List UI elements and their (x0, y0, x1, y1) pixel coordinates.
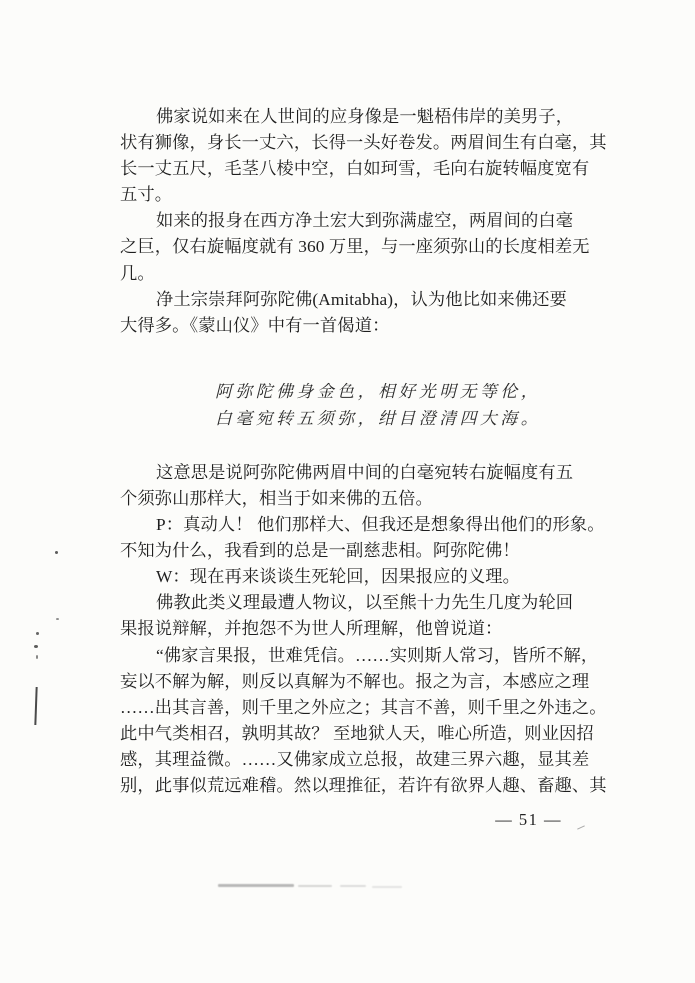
paragraph (120, 460, 600, 512)
scan-speck (55, 551, 58, 554)
scan-speck (36, 655, 38, 659)
text-line: 佛教此类义理最遭人物议，以至熊十力先生几度为轮回 (156, 593, 574, 613)
text-line: 妄以不解为解，则反以真解为不解也。报之为言，本感应之理 (120, 671, 590, 691)
paragraph (120, 643, 607, 800)
paragraph (120, 564, 600, 590)
text-line: 五寸。 (120, 185, 173, 205)
text-line: 几。 (120, 263, 155, 283)
text-line: 不知为什么，我看到的总是一副慈悲相。阿弥陀佛！ (120, 541, 520, 561)
page-text (120, 104, 607, 799)
text-line: “佛家言果报，世难凭信。……实则斯人常习，皆所不解， (156, 645, 599, 665)
text-line: 果报说辩解，并抱怨不为世人所理解，他曾说道： (120, 619, 503, 639)
paragraph (120, 512, 605, 564)
page-number: — 51 — (495, 810, 562, 829)
text-line: 感，其理益微。……又佛家成立总报，故建三界六趣，显其差 (120, 749, 590, 769)
text-line: 此中气类相召，孰明其故？ 至地狱人天，唯心所造，则业因招 (120, 723, 594, 743)
scan-smudge (298, 885, 332, 887)
scan-speck (56, 618, 59, 620)
paragraph (120, 287, 600, 339)
text-line: 这意思是说阿弥陀佛两眉中间的白毫宛转右旋幅度有五 (156, 462, 574, 482)
scan-smudge (372, 886, 402, 888)
text-line: 净土宗崇拜阿弥陀佛(Amitabha)，认为他比如来佛还要 (156, 289, 567, 309)
paragraph (120, 104, 607, 208)
text-line: ……出其言善，则千里之外应之；其言不善，则千里之外违之。 (120, 697, 607, 717)
text-line: 阿弥陀佛身金色，相好光明无等伦， (215, 381, 542, 401)
text-line: 佛家说如来在人世间的应身像是一魁梧伟岸的美男子， (156, 107, 574, 126)
text-line: 状有狮像，身长一丈六，长得一头好卷发。两眉间生有白毫，其 (120, 133, 607, 153)
scan-speck (34, 645, 38, 648)
scan-smudge (218, 884, 294, 887)
text-line: 如来的报身在西方净土宏大到弥满虚空，两眉间的白毫 (156, 211, 574, 231)
text-line: 别，此事似荒远难稽。然以理推征，若许有欲界人趣、畜趣、其 (120, 775, 607, 795)
scan-smudge (340, 885, 366, 887)
text-line: 之巨，仅右旋幅度就有 360 万里，与一座须弥山的长度相差无 (120, 237, 590, 257)
text-line: 白毫宛转五须弥，绀目澄清四大海。 (215, 408, 542, 428)
text-line: 大得多。《蒙山仪》中有一首偈道： (120, 315, 390, 335)
text-line: W：现在再来谈谈生死轮回，因果报应的义理。 (156, 567, 521, 587)
verse-block (215, 378, 600, 432)
text-line: P：真动人！ 他们那样大、但我还是想象得出他们的形象。 (156, 515, 605, 535)
scan-mark-line (34, 687, 37, 725)
scan-tick (577, 825, 585, 829)
paragraph (120, 590, 600, 642)
paragraph (120, 208, 600, 286)
text-line: 长一丈五尺，毛茎八棱中空，白如珂雪，毛向右旋转幅度宽有 (120, 159, 590, 179)
scan-speck (36, 632, 39, 635)
text-line: 个须弥山那样大，相当于如来佛的五倍。 (120, 488, 433, 508)
